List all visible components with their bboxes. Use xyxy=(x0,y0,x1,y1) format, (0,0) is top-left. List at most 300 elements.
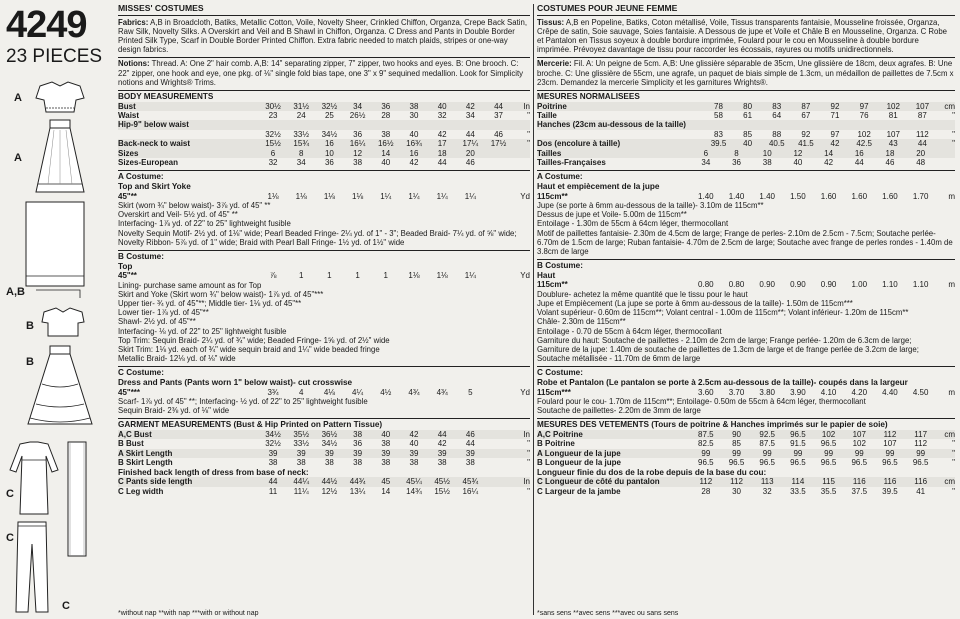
unit-label: In xyxy=(513,477,530,486)
row-label: Sizes-European xyxy=(118,158,179,168)
note-line: Jupe et Empiècement (La jupe se porte à 6mm au-dessous de la taille)- 1.50m de 115cm*** xyxy=(537,299,853,309)
table-row xyxy=(118,388,530,397)
cell-value: 0.90 xyxy=(790,280,806,290)
cell-value: 112 xyxy=(691,477,722,486)
cell-value: 44½ xyxy=(315,477,343,486)
cell-value: 40 xyxy=(372,430,400,439)
cell-value: 1⅛ xyxy=(295,191,307,201)
note-line: Garniture de la jupe: 1.40m de soutache de paillettes de 1.3cm de large et de frange perlée de 3.2cm de large; xyxy=(537,345,919,355)
cell-value: 44 xyxy=(465,129,475,139)
cell-value xyxy=(484,439,512,448)
french-column xyxy=(537,4,955,496)
cell-value: 38 xyxy=(381,439,391,449)
cell-value: 34 xyxy=(465,111,475,121)
cell-value: 39 xyxy=(400,449,428,458)
cell-value: 83 xyxy=(762,102,791,111)
cell-value: 4¾ xyxy=(436,387,448,397)
garment-table-2 xyxy=(118,477,530,496)
row-label: C Largeur de la jambe xyxy=(537,486,621,496)
cell-value: 102 xyxy=(813,430,844,439)
cell-value: 99 xyxy=(721,449,752,458)
cell-value: 3.90 xyxy=(790,387,806,397)
cell-value: 1 xyxy=(327,271,332,281)
cell-value: 36½ xyxy=(315,430,343,439)
row-label: C Longueur de côté du pantalon xyxy=(537,477,691,486)
cell-value: 32 xyxy=(762,486,772,496)
c-pants-sketch xyxy=(12,520,52,616)
cell-value: 46 xyxy=(885,158,895,168)
unit-label xyxy=(513,149,530,158)
cell-value: 39 xyxy=(287,449,315,458)
row-label: B Skirt Length xyxy=(118,458,173,468)
tissus-paragraph xyxy=(537,18,955,55)
note-line: Upper tier- ¾ yd. of 45"**; Middle tier- 1⅛ yd. of 45"** xyxy=(118,299,302,309)
unit-label xyxy=(513,158,530,167)
cell-value: 39.5 xyxy=(882,486,898,496)
cell-value: 17 xyxy=(428,139,456,148)
unit-label: " xyxy=(527,458,530,468)
cell-value: 1.10 xyxy=(882,280,898,290)
tissus-label: Tissus: xyxy=(537,17,565,27)
cell-value: 4¾ xyxy=(408,387,420,397)
cell-value: 36 xyxy=(353,439,363,449)
cell-value: 88 xyxy=(772,129,782,139)
french-footnote: *sans sens **avec sens ***avec ou sans sens xyxy=(537,610,679,617)
unit-label: Yd xyxy=(520,387,530,397)
mercerie-paragraph xyxy=(537,57,955,87)
table-row xyxy=(118,120,530,129)
cell-value: 1 xyxy=(298,271,304,281)
note-line: Skirt and Yoke (Skirt worn ¾" below waist)- 1⅞ yd. of 45"*** xyxy=(118,289,324,299)
cell-value: 82.5 xyxy=(698,439,714,449)
row-label: Taille xyxy=(537,111,557,121)
cell-value: 12 xyxy=(783,149,814,158)
fr-garment-title: MESURES DES VETEMENTS (Tours de poitrine & Hanches imprimés sur le papier de soie) xyxy=(537,420,888,430)
unit-label: " xyxy=(527,486,530,496)
cell-value: 45¾ xyxy=(456,477,484,486)
note-line: Lining- purchase same amount as for Top xyxy=(118,280,262,290)
table-row xyxy=(537,458,955,467)
cell-value xyxy=(733,120,762,129)
cell-value: 99 xyxy=(783,449,814,458)
cell-value: 41.5 xyxy=(791,139,820,148)
notions-paragraph xyxy=(118,57,530,87)
cell-value: 0.80 xyxy=(728,280,745,290)
a-costume-sub: Top and Skirt Yoke xyxy=(118,182,191,192)
cell-value: 1⅛ xyxy=(323,191,335,201)
row-label: 45"** xyxy=(118,191,137,201)
cell-value xyxy=(879,120,908,129)
cell-value: 1.50 xyxy=(790,191,806,201)
cell-value: 15½ xyxy=(259,139,287,148)
cell-value: 102 xyxy=(857,129,871,139)
table-row xyxy=(537,280,955,289)
cell-value: 81 xyxy=(888,111,898,121)
cell-value: 12 xyxy=(344,149,372,158)
cell-value: 8 xyxy=(287,149,315,158)
english-footnote: *without nap **with nap ***with or without nap xyxy=(118,610,259,617)
cell-value: 6 xyxy=(691,149,722,158)
cell-value: 3.60 xyxy=(698,387,714,397)
pattern-number: 4249 xyxy=(6,4,87,46)
row-label: Dos (encolure à taille) xyxy=(537,139,704,148)
cell-value: 114 xyxy=(783,477,814,486)
fabrics-text: A,B in Broadcloth, Batiks, Metallic Cotton, Voile, Novelty Sheer, Crinkled Chiffon, Organza, Crepe Back Satin, Raw Silk, Novelty Silks. A Overskirt and Veil and B Shawl in Chiffon, Organza. C Dress and Pants in Double Border Printed Silk Type, Scarf in Double Border Printed Chiffon. Extra fabric needed to match plaids, stripes or one-way design fabrics. xyxy=(118,17,527,55)
cell-value: 4.40 xyxy=(882,387,898,397)
cell-value: 4.10 xyxy=(820,387,837,397)
c-dress-sketch xyxy=(6,440,62,518)
cell-value: 30 xyxy=(409,111,419,121)
mercerie-label: Mercerie: xyxy=(537,59,572,69)
cell-value: 46 xyxy=(494,129,503,139)
mesures-normalisees xyxy=(537,90,955,167)
a-yardage-table xyxy=(118,192,530,201)
a-costume-section xyxy=(118,170,530,247)
fr-a-costume-section xyxy=(537,170,955,256)
cell-value: 99 xyxy=(752,449,783,458)
cell-value xyxy=(791,120,820,129)
cell-value: 44 xyxy=(428,430,456,439)
cell-value: 61 xyxy=(743,111,753,121)
cell-value xyxy=(400,120,428,129)
cell-value: 16¾ xyxy=(400,139,428,148)
cell-value xyxy=(484,477,512,486)
cell-value: 107 xyxy=(886,129,900,139)
cell-value: 39 xyxy=(259,449,287,458)
unit-label: " xyxy=(513,139,530,148)
row-label: B Poitrine xyxy=(537,439,575,449)
cell-value: 112 xyxy=(875,430,906,439)
cell-value: 107 xyxy=(844,430,875,439)
cell-value: 92.5 xyxy=(752,430,783,439)
row-label: Hip-9" below waist xyxy=(118,120,259,129)
cell-value: 36 xyxy=(353,129,363,139)
cell-value: 90 xyxy=(721,430,752,439)
cell-value: 39 xyxy=(456,449,484,458)
cell-value: 0.90 xyxy=(820,280,837,290)
note-line: Lower tier- 1⅞ yd. of 45"** xyxy=(118,308,209,318)
unit-label xyxy=(937,120,955,129)
cell-value: 34 xyxy=(701,158,711,168)
note-line: Foulard pour le cou- 1.70m de 115cm**; Entoilage- 0.50m de 55cm à 64cm léger, thermocollant xyxy=(537,397,866,407)
row-label: 45"** xyxy=(118,271,137,281)
row-label: 115cm*** xyxy=(537,387,571,397)
unit-label: " xyxy=(513,449,530,458)
table-row xyxy=(118,458,530,467)
table-row xyxy=(537,149,955,158)
row-label: Back-neck to waist xyxy=(118,139,259,148)
cell-value xyxy=(484,487,512,496)
cell-value xyxy=(484,158,512,167)
notions-label: Notions: xyxy=(118,59,150,69)
cell-value: 34½ xyxy=(321,129,338,139)
cell-value: 87 xyxy=(917,111,927,121)
cell-value: 97 xyxy=(850,102,879,111)
cell-value: 42 xyxy=(437,129,447,139)
cell-value: 20 xyxy=(456,149,484,158)
table-row xyxy=(537,130,955,139)
cell-value: 45¼ xyxy=(400,477,428,486)
cell-value xyxy=(820,120,849,129)
sizes-table xyxy=(118,149,530,168)
cell-value: 44 xyxy=(465,439,475,449)
cell-value: 44¼ xyxy=(287,477,315,486)
cell-value: 102 xyxy=(852,439,866,449)
cell-value: 39 xyxy=(372,449,400,458)
row-label: A,C Bust xyxy=(118,430,259,439)
cell-value: 4⅛ xyxy=(323,387,335,397)
cell-value xyxy=(484,449,512,458)
unit-label: In xyxy=(513,430,530,439)
cell-value: 30 xyxy=(732,486,741,496)
row-label: Waist xyxy=(118,111,140,121)
row-label: C Leg width xyxy=(118,486,164,496)
cell-value: 31½ xyxy=(287,102,315,111)
cell-value: 38 xyxy=(344,430,372,439)
cell-value: 38 xyxy=(381,458,391,468)
table-row xyxy=(537,120,955,129)
cell-value: 32 xyxy=(268,158,278,168)
row-label: 115cm** xyxy=(537,191,568,201)
table-row xyxy=(537,477,955,486)
cell-value: 85 xyxy=(732,439,741,449)
cell-value: 112 xyxy=(915,129,929,139)
cell-value: 39.5 xyxy=(704,139,733,148)
cell-value: 18 xyxy=(428,149,456,158)
note-line: Metallic Braid- 12⅛ yd. of ⅛" wide xyxy=(118,354,236,364)
cell-value: 96.5 xyxy=(820,458,837,468)
cell-value: 25 xyxy=(324,111,334,121)
table-row xyxy=(118,430,530,439)
unit-label: " xyxy=(952,111,955,121)
figure-label: A,B xyxy=(6,286,25,298)
fr-garment-table xyxy=(537,430,955,468)
note-line: Jupe (se porte à 6mm au-dessous de la taille)- 3.10m de 115cm** xyxy=(537,201,764,211)
cell-value: 28 xyxy=(701,486,711,496)
cell-value xyxy=(484,271,512,280)
english-title: MISSES' COSTUMES xyxy=(118,4,530,16)
cell-value: 11 xyxy=(268,486,278,496)
cell-value: 37 xyxy=(494,111,503,121)
mesures-title: MESURES NORMALISEES xyxy=(537,92,640,102)
unit-label: m xyxy=(948,191,955,201)
fr-b-costume-sub: Haut xyxy=(537,270,556,280)
cell-value: 24 xyxy=(296,111,306,121)
cell-value: 3.70 xyxy=(728,387,745,397)
cell-value: 39 xyxy=(428,449,456,458)
cell-value: 45 xyxy=(372,477,400,486)
row-label: Poitrine xyxy=(537,102,704,111)
cell-value: 35½ xyxy=(287,430,315,439)
cell-value xyxy=(484,388,512,397)
cell-value xyxy=(344,120,372,129)
table-row xyxy=(537,487,955,496)
b-costume-sub: Top xyxy=(118,261,133,271)
row-label: C Pants side length xyxy=(118,477,259,486)
a-costume-title: A Costume: xyxy=(118,172,164,182)
figure-label: C xyxy=(6,532,14,544)
c-costume-title: C Costume: xyxy=(118,368,164,378)
cell-value: 8 xyxy=(721,149,752,158)
cell-value: 36 xyxy=(372,102,400,111)
tailles-table xyxy=(537,149,955,168)
cell-value: 45½ xyxy=(428,477,456,486)
cell-value: 1⅛ xyxy=(352,191,364,201)
c-scarf-sketch xyxy=(62,440,92,560)
cell-value: 71 xyxy=(830,111,840,121)
cell-value: 42 xyxy=(400,430,428,439)
cell-value: 17½ xyxy=(484,139,512,148)
cell-value: 15½ xyxy=(434,486,450,496)
cell-value: 96.5 xyxy=(728,458,745,468)
cell-value xyxy=(762,120,791,129)
unit-label: In xyxy=(513,102,530,111)
note-line: Soutache métallisée - 11.70m de 6mm de large xyxy=(537,354,701,364)
cell-value: 44 xyxy=(437,158,447,168)
cell-value: 96.5 xyxy=(851,458,868,468)
row-label: B Longueur de la jupe xyxy=(537,458,622,468)
table-row xyxy=(537,102,955,111)
cell-value: 38 xyxy=(353,458,363,468)
note-line: Soutache de paillettes- 2.20m de 3mm de large xyxy=(537,406,701,416)
unit-label xyxy=(936,158,955,167)
cell-value: 4 xyxy=(298,387,304,397)
cell-value: 85 xyxy=(743,129,753,139)
cell-value: 16 xyxy=(844,149,875,158)
cell-value: 96.5 xyxy=(882,458,898,468)
note-line: Entoilage - 0.70 de 55cm à 64cm léger, thermocollant xyxy=(537,326,722,336)
cell-value: 97 xyxy=(830,129,840,139)
table-row xyxy=(537,449,955,458)
figure-label: A xyxy=(14,152,22,164)
cell-value: 23 xyxy=(268,111,278,121)
cell-value: 1¼ xyxy=(380,191,392,201)
note-line: Interfacing- 1⅞ yd. of 22" to 25" lightweight fusible xyxy=(118,219,291,229)
cell-value: 78 xyxy=(704,102,733,111)
unit-label: " xyxy=(527,439,530,449)
row-label: A Longueur de la jupe xyxy=(537,449,691,458)
cell-value: 38 xyxy=(437,458,447,468)
table-row xyxy=(118,449,530,458)
figure-label: B xyxy=(26,320,34,332)
row-label xyxy=(537,130,704,139)
figure-rail xyxy=(0,0,110,619)
cell-value: 1.40 xyxy=(698,191,714,201)
cell-value: 40 xyxy=(409,129,419,139)
cell-value: 32½ xyxy=(315,102,343,111)
mercerie-text: Fil. A: Un peigne de 5cm. A,B: Une glissière séparable de 35cm, Une glissière de 18cm, deux agrafes. B: Une broche. C: Une glissière de 55cm, une agrafe, un paquet de biais simple de 1.3cm, un médaillon de paillettes de 7.5cm x 23cm. Demandez la mercerie Simplicity et les garnitures Wrights®. xyxy=(537,59,954,87)
cell-value: 48 xyxy=(916,158,926,168)
cell-value: 1.60 xyxy=(851,191,868,201)
table-row xyxy=(118,192,530,201)
cell-value: 5 xyxy=(468,387,473,397)
cell-value: 107 xyxy=(908,102,937,111)
fabrics-label: Fabrics: xyxy=(118,17,149,27)
cell-value: 40 xyxy=(409,439,419,449)
table-row xyxy=(118,271,530,280)
cell-value xyxy=(484,120,512,129)
table-row xyxy=(118,102,530,111)
cell-value: 14 xyxy=(813,149,844,158)
fr-b-costume-title: B Costume: xyxy=(537,261,583,271)
cell-value: 1⅛ xyxy=(267,191,279,201)
cell-value: 32 xyxy=(437,111,447,121)
fr-a-metrage-table xyxy=(537,192,955,201)
fr-a-notes xyxy=(537,201,955,256)
cell-value: 33.5 xyxy=(790,486,806,496)
a-notes xyxy=(118,201,530,247)
cell-value: 96.5 xyxy=(790,458,806,468)
table-row xyxy=(537,158,955,167)
cell-value: 1.40 xyxy=(728,191,745,201)
cell-value: 112 xyxy=(721,477,752,486)
cell-value: 4.20 xyxy=(851,387,868,397)
cell-value: 99 xyxy=(875,449,906,458)
cell-value: 10 xyxy=(752,149,783,158)
cell-value: 117 xyxy=(905,430,936,439)
cell-value: 16½ xyxy=(372,139,400,148)
b-yardage-table xyxy=(118,271,530,280)
note-line: Châle- 2.30m de 115cm** xyxy=(537,317,626,327)
fr-c-metrage-table xyxy=(537,388,955,397)
cell-value: 36 xyxy=(732,158,741,168)
cell-value: 40 xyxy=(793,158,803,168)
garment-table xyxy=(118,430,530,468)
cell-value: 83 xyxy=(714,129,723,139)
unit-label: " xyxy=(952,486,955,496)
row-label: 45"*** xyxy=(118,387,141,397)
cell-value: 1.60 xyxy=(820,191,837,201)
cell-value xyxy=(704,120,733,129)
c-yardage-table xyxy=(118,388,530,397)
cell-value: 1.60 xyxy=(882,191,898,201)
fr-garment-table-2 xyxy=(537,477,955,496)
row-label: Tailles xyxy=(537,149,691,158)
cell-value: 40 xyxy=(428,102,456,111)
cell-value: 58 xyxy=(714,111,723,121)
a-top-sketch xyxy=(30,78,90,116)
cell-value: 43 xyxy=(879,139,908,148)
cell-value: 13¼ xyxy=(349,486,366,496)
cell-value: 39 xyxy=(315,449,343,458)
unit-label: " xyxy=(952,458,955,468)
table-row xyxy=(118,158,530,167)
cell-value xyxy=(484,430,512,439)
cell-value: 40 xyxy=(733,139,762,148)
cell-value: 26½ xyxy=(349,111,366,121)
cell-value xyxy=(456,120,484,129)
figure-label: B xyxy=(26,356,34,368)
cell-value: 28 xyxy=(381,111,391,121)
cell-value xyxy=(287,120,315,129)
cell-value xyxy=(372,120,400,129)
cell-value: 4.50 xyxy=(912,387,929,397)
cell-value xyxy=(484,149,512,158)
cell-value: 34 xyxy=(344,102,372,111)
cell-value: 34 xyxy=(296,158,306,168)
french-title: COSTUMES POUR JEUNE FEMME xyxy=(537,4,955,16)
cell-value: 116 xyxy=(905,477,936,486)
cell-value: 44 xyxy=(908,139,937,148)
note-line: Garniture du haut: Soutache de paillettes - 2.10m de 2cm de large; Frange perlée- 1.20m de 6.3cm de large; xyxy=(537,335,912,345)
cell-value: 32½ xyxy=(265,129,281,139)
cell-value: 15¾ xyxy=(287,139,315,148)
fr-c-notes xyxy=(537,397,955,415)
cell-value: 38 xyxy=(324,458,334,468)
cell-value: 3.80 xyxy=(759,387,775,397)
cell-value: 34½ xyxy=(259,430,287,439)
table-row xyxy=(118,139,530,148)
